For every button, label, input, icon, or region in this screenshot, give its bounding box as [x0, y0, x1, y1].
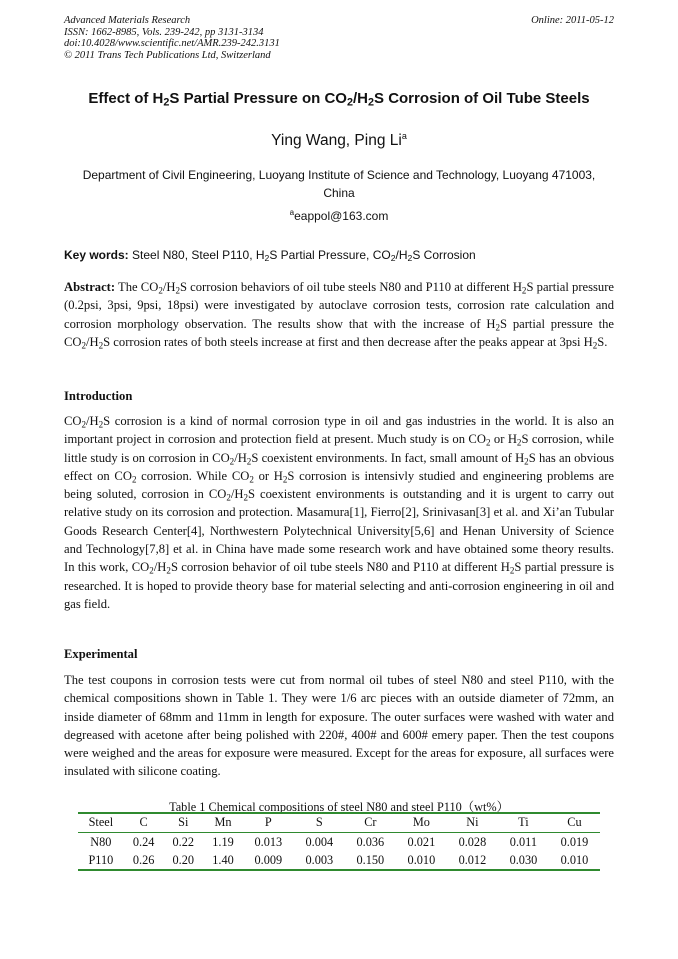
table-cell: 0.20 — [172, 852, 195, 867]
online-date: Online: 2011-05-12 — [531, 15, 614, 26]
table-cell: 0.021 — [407, 834, 436, 849]
composition-table — [78, 812, 600, 871]
affiliation-line-2: China — [323, 186, 355, 200]
abstract: Abstract: The $CO_2/H_2S$ corrosion behaviors of oil tube steels N80 and P110 at different $H_2S$ partial pressure (0.2psi, 3psi, 9psi, 18psi) were investigated by autoclave corrosion tests, corrosion rate calculation and corrosion morphology observation. The results show that with the increase of $H_2S$ partial pressure the $CO_2/H_2S$ corrosion rates of both steels increase at first and then decrease after the peaks appear at 3psi $H_2S$. — [64, 280, 614, 351]
paper-title: Effect of $H_2S$ Partial Pressure on $CO_2/H_2S$ Corrosion of Oil Tube Steels — [88, 90, 590, 109]
table-header-cell: Cr — [364, 815, 377, 829]
table-caption: Table 1 Chemical compositions of steel N80 and steel P110（wt%） — [169, 800, 509, 814]
affiliation-line-1: Department of Civil Engineering, Luoyang Institute of Science and Technology, Luoyang 471003, — [82, 168, 596, 182]
table-cell: 0.004 — [305, 834, 334, 849]
table-cell: 0.028 — [458, 834, 487, 849]
experimental-heading: Experimental — [64, 647, 138, 661]
affiliation — [64, 166, 614, 202]
abstract-label: Abstract: — [64, 280, 116, 294]
author-email: $^a$eappol@163.com — [289, 208, 389, 223]
table-cell: 0.011 — [509, 834, 538, 849]
table-cell: 1.40 — [212, 852, 234, 867]
experimental-paragraph: The test coupons in corrosion tests were cut from normal oil tubes of steel N80 and steel P110, with the chemical compositions shown in Table 1. They were 1/6 arc pieces with an outside diameter of 72mm, an inside diameter of 68mm and 11mm in length for exposure. The outer surfaces were washed with water and degreased with acetone after being polished with 220#, 400# and 600# emery paper. Then the test coupons were weighed and the areas for exposure were measured. Except for the areas for exposure, all surfaces were insulated with silicone coating. — [64, 673, 614, 779]
table-header-cell: P — [264, 815, 272, 829]
table-row — [78, 833, 600, 852]
table-cell: P110 — [88, 852, 114, 867]
table-cell: 0.24 — [132, 834, 155, 849]
table-cell: 0.013 — [254, 834, 283, 849]
table-cell: 0.036 — [356, 834, 385, 849]
table-cell: 1.19 — [212, 834, 234, 849]
table-header-cell: S — [315, 815, 323, 829]
table-cell: N80 — [90, 834, 112, 849]
doi-line: doi:10.4028/www.scientific.net/AMR.239-242.3131 — [64, 38, 280, 49]
keywords-label: Key words: — [64, 248, 129, 262]
table-cell: 0.150 — [356, 852, 385, 867]
table-cell: 0.22 — [172, 834, 195, 849]
issn-line: ISSN: 1662-8985, Vols. 239-242, pp 3131-3134 — [64, 26, 264, 38]
journal-name: Advanced Materials Research — [64, 15, 191, 26]
table-header-cell: Ni — [466, 815, 479, 829]
table-header-cell: Ti — [518, 815, 529, 829]
table-header-cell: Cu — [567, 815, 582, 829]
table-cell: 0.009 — [254, 852, 283, 867]
table-cell: 0.010 — [407, 852, 436, 867]
author-list: Ying Wang, Ping Li$^a$ — [271, 131, 407, 150]
table-header-cell: Mn — [214, 815, 232, 829]
table-cell: 0.26 — [132, 852, 155, 867]
table-cell: 0.012 — [458, 852, 487, 867]
table-header-cell: Steel — [88, 815, 114, 829]
table-header-row — [78, 813, 600, 833]
table-header-cell: Mo — [412, 815, 430, 829]
copyright-line: © 2011 Trans Tech Publications Ltd, Switzerland — [64, 49, 271, 61]
keywords: Key words: Steel N80, Steel P110, $H_2S$ Partial Pressure, $CO_2/H_2S$ Corrosion — [64, 248, 476, 264]
introduction-paragraph: $CO_2/H_2S$ corrosion is a kind of normal corrosion type in oil and gas industries in the world. It is also an important project in corrosion and protection field at present. Much study is on $CO_2$ or $H_2S$ corrosion, while little study is on corrosion in $CO_2/H_2S$ coexistent environments. In fact, small amount of $H_2S$ has an obvious effect on $CO_2$ corrosion. While $CO_2$ or $H_2S$ corrosion is intensivly studied and engineering problems are being soluted, corrosion in $CO_2/H_2S$ coexistent environments is outstanding and it is urgent to carry out relative study on its corrosion and protection. Masamura[1], Fierro[2], Srinivasan[3] et al. and Xi’an Tubular Goods Research Center[4], Northwestern Polytechnical University[5,6] and Henan University of Science and Technology[7,8] et al. in China have made some research work and have obtained some theory results. In this work, $CO_2/H_2S$ corrosion behavior of oil tube steels N80 and P110 at different $H_2S$ partial pressure is researched. It is hoped to provide theory base for material selecting and anti-corrosion engineering in oil and gas field. — [64, 414, 615, 611]
table-header-cell: C — [139, 815, 148, 829]
table-cell: 0.019 — [560, 834, 589, 849]
table-row — [78, 851, 600, 870]
journal-header — [64, 15, 280, 61]
table-cell: 0.010 — [560, 852, 589, 867]
table-cell: 0.030 — [509, 852, 538, 867]
table-header-cell: Si — [178, 815, 189, 829]
introduction-heading: Introduction — [64, 389, 133, 403]
table-cell: 0.003 — [305, 852, 334, 867]
